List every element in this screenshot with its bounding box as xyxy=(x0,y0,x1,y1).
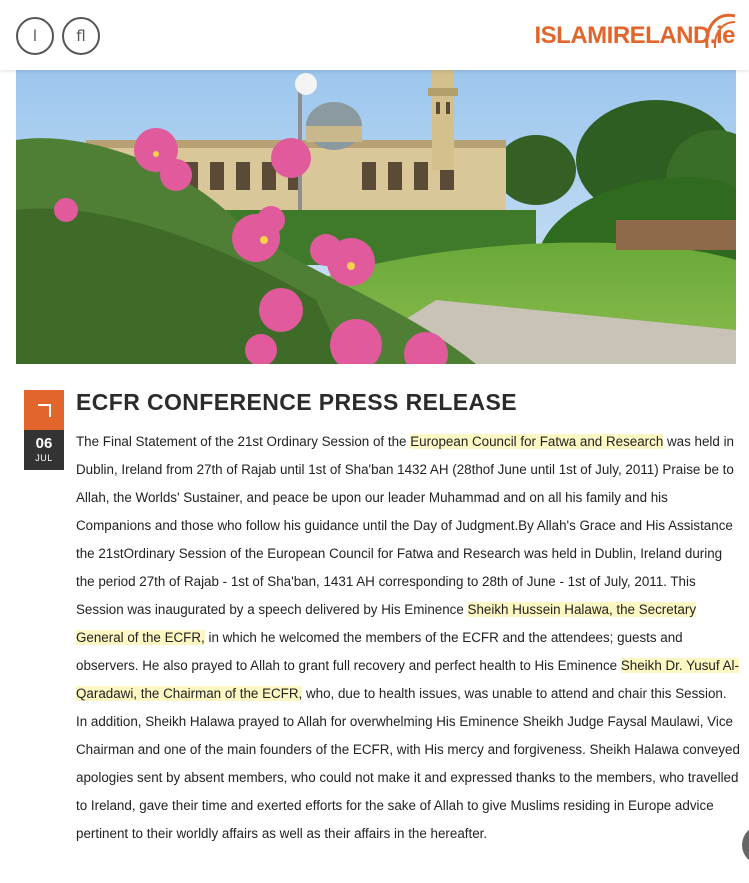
highlighted-text: European Council for Fatwa and Research xyxy=(410,434,664,449)
mosque-photo xyxy=(16,70,736,364)
body-text-segment: The Final Statement of the 21st Ordinary Session of the xyxy=(76,434,411,449)
menu-button-label: l xyxy=(32,27,38,45)
body-text-segment: in which he welcomed the members of the ECFR and the attendees; guests and observers. He also prayed to Allah to grant full recovery and perfect health to His Eminence xyxy=(76,630,683,673)
scroll-top-button[interactable] xyxy=(742,825,749,865)
post-date xyxy=(24,430,64,470)
logo-text: ISLAMIRELAND.ie xyxy=(534,22,735,49)
article-title: ECFR CONFERENCE PRESS RELEASE xyxy=(76,389,517,415)
site-logo[interactable] xyxy=(534,10,735,52)
body-text-segment: who, due to health issues, was unable to attend and chair this Session. In addition, Sheikh Halawa prayed to Allah for overwhelming His Eminence Sheikh Judge Faysal Maulawi, Vice Chairman and one of the main founders of the ECFR, with His mercy and forgiveness. Sheikh Halawa conveyed apologies sent by absent members, who could not make it and expressed thanks to the members, who travelled to Ireland, gave their time and exerted efforts for the sake of Allah to give Muslims residing in Europe advice pertinent to their worldly affairs as well as their affairs in the hereafter. xyxy=(76,686,740,841)
site-header xyxy=(0,0,749,70)
article-body xyxy=(76,428,740,848)
social-button-label: fl xyxy=(76,27,86,45)
highlighted-text: Sheikh Hussein Halawa, the Secretary General of the ECFR, xyxy=(76,602,697,645)
post-date-badge xyxy=(24,390,64,470)
menu-button[interactable] xyxy=(16,17,54,55)
body-text-segment: was held in Dublin, Ireland from 27th of Rajab until 1st of Sha'ban 1432 AH (28thof June until 1st of July, 2011) Praise be to Allah, the Worlds' Sustainer, and peace be upon our leader Muhammad and on all his family and his Companions and those who follow his guidance until the Day of Judgment.By Allah's Grace and His Assistance the 21stOrdinary Session of the European Council for Fatwa and Research was held in Dublin, Ireland during the period 27th of Rajab - 1st of Sha'ban, 1431 AH corresponding to 28th of June - 1st of July, 2011. This Session was inaugurated by a speech delivered by His Eminence xyxy=(76,434,734,617)
post-date-day: 06 xyxy=(35,435,53,452)
highlighted-text: Sheikh Dr. Yusuf Al-Qaradawi, the Chairman of the ECFR, xyxy=(76,658,739,701)
crescent-icon xyxy=(701,8,737,50)
post-format-icon xyxy=(24,390,64,430)
hero-image xyxy=(16,70,736,364)
social-button[interactable] xyxy=(62,17,100,55)
post-date-month: JUL xyxy=(35,453,53,463)
